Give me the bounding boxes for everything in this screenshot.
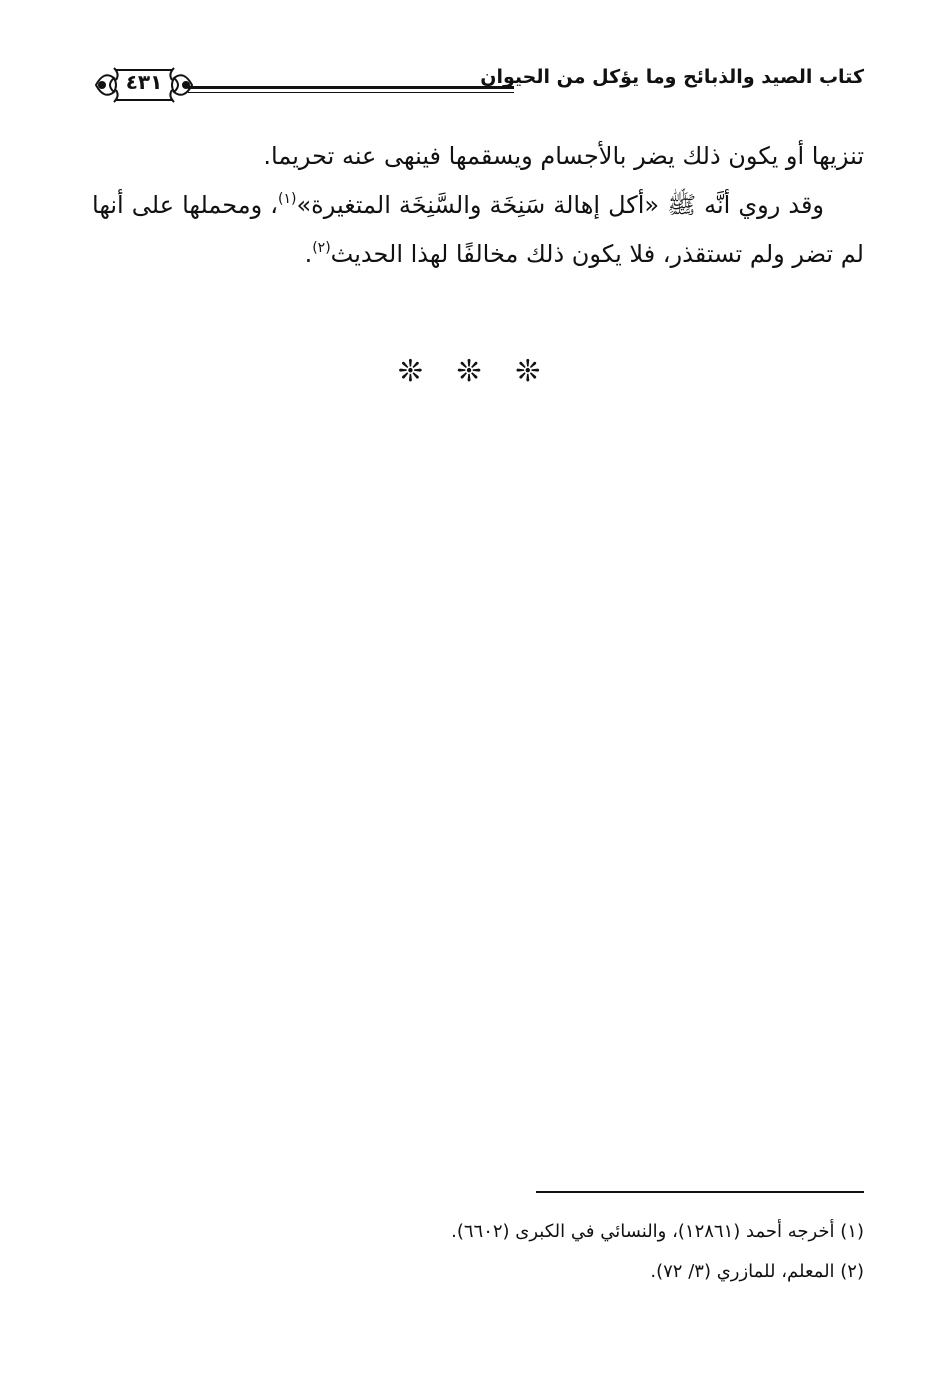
text-segment: ، ومحملها على xyxy=(131,191,278,219)
footnote: (٢) المعلم، للمازري (٣/ ٧٢). xyxy=(650,1261,864,1282)
page-header xyxy=(92,58,864,118)
text-segment: . xyxy=(304,240,313,268)
footnote-reference[interactable]: (١) xyxy=(277,191,297,207)
paragraph xyxy=(92,181,864,279)
footnote-reference[interactable]: (٢) xyxy=(312,240,331,256)
page-number: ٤٣١ xyxy=(125,70,163,94)
main-text xyxy=(92,132,864,279)
section-separator: ❊ ❊ ❊ xyxy=(397,354,553,389)
header-rule xyxy=(188,86,514,89)
text-segment: وقد روي أنَّه ﷺ «أكل إهالة سَنِخَة والسَّنِخَة المتغيرة» xyxy=(296,191,825,219)
footnote: (١) أخرجه أحمد (١٢٨٦١)، والنسائي في الكبرى (٦٦٠٢). xyxy=(451,1221,864,1242)
paragraph-continuation xyxy=(92,132,864,181)
text-line: تنزيها أو يكون ذلك يضر بالأجسام ويسقمها فينهى عنه تحريما. xyxy=(263,142,864,170)
footnote-rule xyxy=(536,1191,864,1193)
footnotes xyxy=(92,1212,864,1292)
text-segment: أنها لم تضر ولم تستقذر، فلا يكون ذلك مخالفًا لهذا الحديث xyxy=(92,191,864,268)
running-title: كتاب الصيد والذبائح وما يؤكل من الحيوان xyxy=(480,66,864,88)
